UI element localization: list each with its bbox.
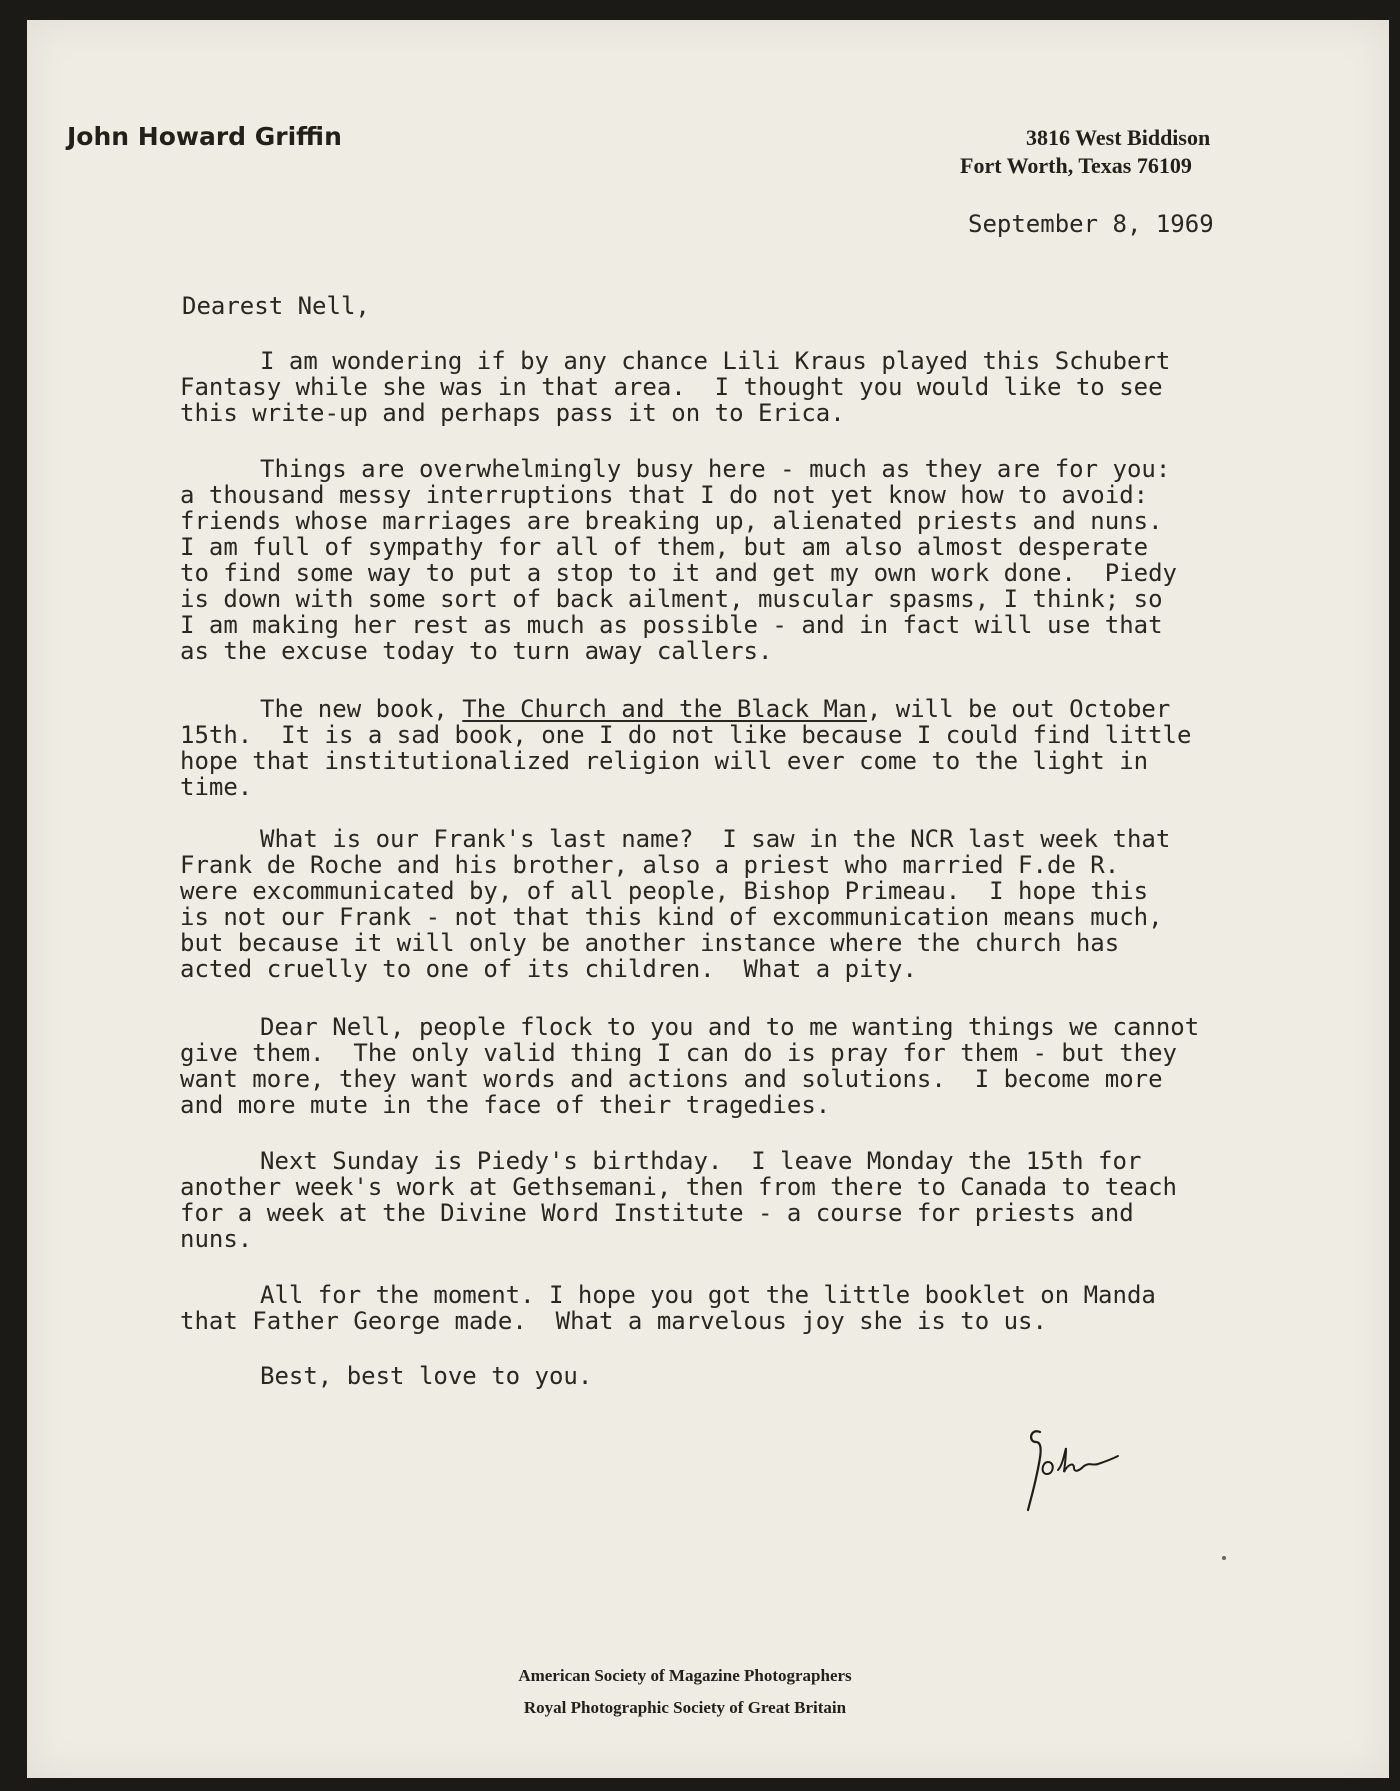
paragraph-line: as the excuse today to turn away callers. [180, 637, 773, 665]
paragraph-line: nuns. [180, 1225, 253, 1253]
signature [1000, 1420, 1160, 1520]
paragraph-line: I am making her rest as much as possible - and in fact will use that [180, 611, 1163, 639]
paragraph-line: were excommunicated by, of all people, Bishop Primeau. I hope this [180, 877, 1149, 905]
paragraph-2 [180, 456, 1177, 664]
salutation: Dearest Nell, [182, 292, 370, 320]
paragraph-line: another week's work at Gethsemani, then from there to Canada to teach [180, 1173, 1177, 1201]
paragraph-5 [180, 1014, 1199, 1118]
paragraph-line: a thousand messy interruptions that I do not yet know how to avoid: [180, 481, 1149, 509]
paragraph-line: for a week at the Divine Word Institute - a course for priests and [180, 1199, 1134, 1227]
footer-line-1: American Society of Magazine Photographers [518, 1666, 852, 1685]
paragraph-line: and more mute in the face of their tragedies. [180, 1091, 831, 1119]
paragraph-line: that Father George made. What a marvelous joy she is to us. [180, 1307, 1047, 1335]
paragraph-4 [180, 826, 1170, 982]
closing: Best, best love to you. [260, 1362, 593, 1390]
paragraph-line: to find some way to put a stop to it and get my own work done. Piedy [180, 559, 1177, 587]
paragraph-line: hope that institutionalized religion will ever come to the light in [180, 747, 1149, 775]
paragraph-line: time. [180, 773, 253, 801]
paragraph-line: I am wondering if by any chance Lili Kraus played this Schubert [260, 347, 1171, 375]
paragraph-text: The new book, [260, 695, 463, 723]
paragraph-line: is not our Frank - not that this kind of excommunication means much, [180, 903, 1163, 931]
paragraph-line [180, 696, 1191, 722]
paragraph-6 [180, 1148, 1177, 1252]
paragraph-1 [180, 348, 1170, 426]
paragraph-line: friends whose marriages are breaking up, alienated priests and nuns. [180, 507, 1163, 535]
paragraph-line: acted cruelly to one of its children. What a pity. [180, 955, 917, 983]
letterhead-address [960, 124, 1300, 180]
letter-date: September 8, 1969 [968, 210, 1214, 238]
address-street: 3816 West Biddison [1026, 125, 1211, 150]
paragraph-line: All for the moment. I hope you got the little booklet on Manda [260, 1281, 1156, 1309]
paragraph-line: 15th. It is a sad book, one I do not like because I could find little [180, 721, 1192, 749]
paragraph-text: , will be out October [866, 695, 1171, 723]
paragraph-3 [180, 696, 1191, 800]
paragraph-line: this write-up and perhaps pass it on to Erica. [180, 399, 845, 427]
paper-speck [1222, 1556, 1226, 1560]
letterhead-footer [360, 1660, 1010, 1724]
paragraph-line: Next Sunday is Piedy's birthday. I leave Monday the 15th for [260, 1147, 1142, 1175]
book-title: The Church and the Black Man [462, 695, 867, 723]
footer-line-2: Royal Photographic Society of Great Britain [523, 1698, 847, 1717]
paragraph-7 [180, 1282, 1156, 1334]
paragraph-line: Dear Nell, people flock to you and to me wanting things we cannot [260, 1013, 1200, 1041]
paragraph-line: want more, they want words and actions and solutions. I become more [180, 1065, 1163, 1093]
paragraph-line: is down with some sort of back ailment, muscular spasms, I think; so [180, 585, 1163, 613]
paragraph-line: give them. The only valid thing I can do is pray for them - but they [180, 1039, 1177, 1067]
paragraph-line: I am full of sympathy for all of them, but am also almost desperate [180, 533, 1149, 561]
paragraph-line: Things are overwhelmingly busy here - much as they are for you: [260, 455, 1171, 483]
address-city: Fort Worth, Texas 76109 [960, 153, 1192, 178]
paragraph-line: Frank de Roche and his brother, also a priest who married F.de R. [180, 851, 1120, 879]
letterhead-name: John Howard Griffin [67, 122, 342, 151]
paragraph-line: What is our Frank's last name? I saw in the NCR last week that [260, 825, 1171, 853]
paragraph-line: but because it will only be another instance where the church has [180, 929, 1120, 957]
paragraph-line: Fantasy while she was in that area. I thought you would like to see [180, 373, 1163, 401]
